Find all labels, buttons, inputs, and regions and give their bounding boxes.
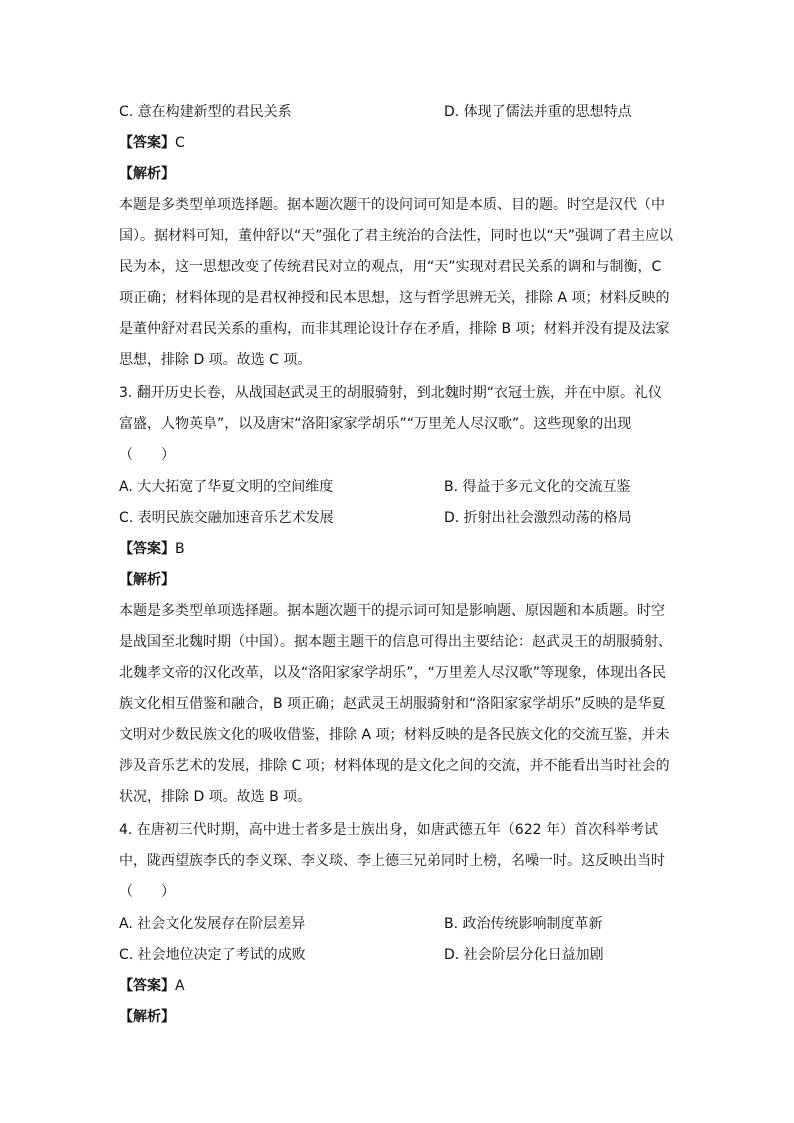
q2-analysis-line: 国）。据材料可知，董仲舒以“天”强化了君主统治的合法性，同时也以“天”强调了君主应以 [119, 228, 674, 244]
q3-option-b: B. 得益于多元文化的交流互鉴 [444, 479, 631, 495]
q4-stem-line: （ ） [119, 884, 175, 900]
q3-analysis-label: 【解析】 [119, 572, 175, 588]
answer-value: B [175, 541, 185, 557]
q3-analysis-line: 状况，排除 D 项。故选 B 项。 [119, 789, 312, 805]
q4-option-c: C. 社会地位决定了考试的成败 [119, 947, 306, 963]
q3-option-c: C. 表明民族交融加速音乐艺术发展 [119, 510, 334, 526]
q3-option-d: D. 折射出社会激烈动荡的格局 [444, 510, 632, 526]
q4-stem-line: 4. 在唐初三代时期，高中进士者多是士族出身，如唐武德五年（622 年）首次科举考试 [119, 822, 658, 838]
q4-analysis-label: 【解析】 [119, 1009, 175, 1025]
q3-stem-line: 富盛，人物英阜”，以及唐宋“洛阳家家学胡乐”“万里羌人尽汉歌”。这些现象的出现 [119, 416, 632, 432]
q3-stem-line: 3. 翻开历史长卷，从战国赵武灵王的胡服骑射，到北魏时期“衣冠士族，并在中原。礼仪 [119, 385, 663, 401]
q3-analysis-line: 北魏孝文帝的汉化改革，以及“洛阳家家学胡乐”，“万里差人尽汉歌”等现象，体现出各民 [119, 665, 667, 681]
q2-analysis-line: 民为本，这一思想改变了传统君民对立的观点，用“天”实现对君民关系的调和与制衡，C [119, 259, 662, 275]
q3-analysis-line: 涉及音乐艺术的发展，排除 C 项；材料体现的是文化之间的交流，并不能看出当时社会的 [119, 758, 670, 774]
q3-stem-line: （ ） [119, 447, 175, 463]
q2-analysis-line: 思想，排除 D 项。故选 C 项。 [119, 352, 312, 368]
answer-label: 【答案】 [119, 541, 175, 557]
q2-option-d: D. 体现了儒法并重的思想特点 [444, 104, 632, 120]
q3-answer [119, 539, 185, 559]
q2-analysis-line: 本题是多类型单项选择题。据本题次题干的设问词可知是本质、目的题。时空是汉代（中 [119, 197, 665, 213]
answer-label: 【答案】 [119, 135, 175, 151]
q3-analysis-line: 文明对少数民族文化的吸收借鉴，排除 A 项；材料反映的是各民族文化的交流互鉴，并未 [119, 727, 670, 743]
q3-option-a: A. 大大拓宽了华夏文明的空间维度 [119, 479, 334, 495]
q3-analysis-line: 本题是多类型单项选择题。据本题次题干的提示词可知是影响题、原因题和本质题。时空 [119, 603, 665, 619]
q3-analysis-line: 族文化相互借鉴和融合，B 项正确；赵武灵王胡服骑射和“洛阳家家学胡乐”反映的是华夏 [119, 696, 666, 712]
q2-analysis-line: 是董仲舒对君民关系的重构，而非其理论设计存在矛盾，排除 B 项；材料并没有提及法家 [119, 321, 670, 337]
q2-analysis-line: 项正确；材料体现的是君权神授和民本思想，这与哲学思辨无关，排除 A 项；材料反映的 [119, 290, 670, 306]
answer-label: 【答案】 [119, 978, 175, 994]
q4-answer [119, 976, 185, 996]
q4-option-a: A. 社会文化发展存在阶层差异 [119, 916, 306, 932]
answer-value: C [175, 135, 185, 151]
q2-option-c: C. 意在构建新型的君民关系 [119, 104, 292, 120]
q4-option-b: B. 政治传统影响制度革新 [444, 916, 603, 932]
q3-analysis-line: 是战国至北魏时期（中国）。据本题主题干的信息可得出主要结论：赵武灵王的胡服骑射、 [119, 634, 672, 650]
q2-answer [119, 133, 185, 153]
q4-option-d: D. 社会阶层分化日益加剧 [444, 947, 604, 963]
answer-value: A [175, 978, 185, 994]
q4-stem-line: 中，陇西望族李氏的李义琛、李义琰、李上德三兄弟同时上榜，名噪一时。这反映出当时 [119, 853, 665, 869]
q2-analysis-label: 【解析】 [119, 166, 175, 182]
